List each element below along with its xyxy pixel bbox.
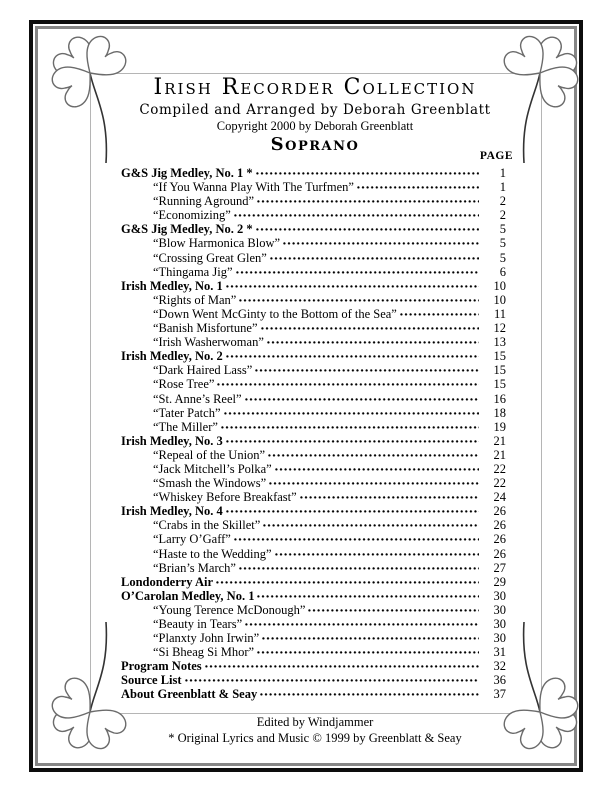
toc-entry bbox=[121, 673, 506, 687]
toc-entry-label: Irish Medley, No. 3 bbox=[121, 433, 223, 448]
toc-entry bbox=[121, 251, 506, 265]
toc-entry bbox=[121, 490, 506, 504]
toc-entry-label: “St. Anne’s Reel” bbox=[153, 391, 242, 406]
toc-entry bbox=[121, 420, 506, 434]
toc-entry-page: 10 bbox=[493, 292, 506, 307]
toc-entry-page: 21 bbox=[493, 447, 506, 462]
toc-entry bbox=[121, 462, 506, 476]
toc-entry-label: “Tater Patch” bbox=[153, 405, 221, 420]
toc-list bbox=[121, 166, 506, 702]
toc-entry-label: “Banish Misfortune” bbox=[153, 321, 258, 336]
toc-entry-label: “Planxty John Irwin” bbox=[153, 631, 260, 646]
toc-entry-page: 10 bbox=[493, 278, 506, 293]
toc-entry-page: 24 bbox=[493, 490, 506, 505]
toc-entry-label: “Larry O’Gaff” bbox=[153, 532, 231, 547]
toc-entry bbox=[121, 434, 506, 448]
toc-entry-label: “Crabs in the Skillet” bbox=[153, 518, 261, 533]
toc-entry-label: “Running Aground” bbox=[153, 194, 255, 209]
toc-entry-page: 32 bbox=[493, 659, 506, 674]
toc-entry bbox=[121, 561, 506, 575]
toc-entry-page: 15 bbox=[493, 349, 506, 364]
toc-entry bbox=[121, 279, 506, 293]
toc-entry-page: 27 bbox=[493, 560, 506, 575]
part-name: Soprano bbox=[270, 133, 360, 155]
toc-entry-page: 13 bbox=[493, 335, 506, 350]
toc-entry-page: 2 bbox=[499, 208, 506, 223]
toc-entry-page: 30 bbox=[493, 602, 506, 617]
toc-entry-page: 26 bbox=[493, 546, 506, 561]
toc-entry-page: 30 bbox=[493, 588, 506, 603]
toc-entry-label: “Jack Mitchell’s Polka” bbox=[153, 461, 272, 476]
toc-entry bbox=[121, 377, 506, 391]
toc-entry-label: Londonderry Air bbox=[121, 574, 214, 589]
toc-entry bbox=[121, 589, 506, 603]
toc-entry-page: 1 bbox=[499, 180, 506, 195]
toc-entry-label: “Smash the Windows” bbox=[153, 476, 267, 491]
toc-entry-page: 30 bbox=[493, 631, 506, 646]
toc-entry-page: 1 bbox=[499, 166, 506, 180]
toc-entry-page: 31 bbox=[493, 645, 506, 660]
toc-entry bbox=[121, 349, 506, 363]
toc-entry-page: 26 bbox=[493, 504, 506, 519]
toc-entry bbox=[121, 166, 506, 180]
toc-entry bbox=[121, 321, 506, 335]
toc-entry-label: “Irish Washerwoman” bbox=[153, 335, 264, 350]
toc-entry bbox=[121, 518, 506, 532]
toc-entry-page: 5 bbox=[499, 222, 506, 237]
toc-entry-page: 2 bbox=[499, 194, 506, 209]
toc-entry bbox=[121, 547, 506, 561]
toc-entry bbox=[121, 335, 506, 349]
toc-entry-page: 36 bbox=[493, 673, 506, 688]
toc-entry-label: “Si Bheag Si Mhor” bbox=[153, 645, 255, 660]
toc-entry-page: 16 bbox=[493, 391, 506, 406]
header bbox=[90, 76, 540, 154]
toc-entry-label: Irish Medley, No. 2 bbox=[121, 349, 223, 364]
toc-entry-label: Irish Medley, No. 1 bbox=[121, 278, 223, 293]
toc-entry-page: 37 bbox=[493, 687, 506, 702]
toc-entry-label: “Rights of Man” bbox=[153, 292, 237, 307]
toc-entry-label: “Young Terence McDonough” bbox=[153, 602, 306, 617]
toc-entry bbox=[121, 194, 506, 208]
page-title: Irish Recorder Collection bbox=[153, 75, 477, 100]
page-column-header: PAGE bbox=[479, 150, 513, 162]
toc-entry-page: 15 bbox=[493, 363, 506, 378]
toc-entry bbox=[121, 645, 506, 659]
toc-entry bbox=[121, 659, 506, 673]
toc-entry bbox=[121, 293, 506, 307]
toc-entry-label: “Crossing Great Glen” bbox=[153, 250, 267, 265]
toc-entry bbox=[121, 208, 506, 222]
toc-entry-label: G&S Jig Medley, No. 2 * bbox=[121, 222, 253, 237]
toc-entry-label: “Down Went McGinty to the Bottom of the Sea” bbox=[153, 306, 397, 321]
toc-entry bbox=[121, 307, 506, 321]
toc-entry bbox=[121, 617, 506, 631]
toc-entry-label: Program Notes bbox=[121, 659, 202, 674]
toc-entry-label: “Brian’s March” bbox=[153, 560, 236, 575]
toc-entry bbox=[121, 631, 506, 645]
toc-entry-page: 15 bbox=[493, 377, 506, 392]
toc-entry bbox=[121, 575, 506, 589]
toc-entry bbox=[121, 392, 506, 406]
toc-entry-label: About Greenblatt & Seay bbox=[121, 687, 258, 702]
toc-entry bbox=[121, 476, 506, 490]
toc-entry-label: “The Miller” bbox=[153, 419, 218, 434]
toc-entry-label: O’Carolan Medley, No. 1 bbox=[121, 588, 255, 603]
toc-entry-page: 18 bbox=[493, 405, 506, 420]
toc-entry bbox=[121, 222, 506, 236]
toc-entry-page: 30 bbox=[493, 617, 506, 631]
toc-entry-label: “If You Wanna Play With The Turfmen” bbox=[153, 180, 354, 195]
toc-entry bbox=[121, 406, 506, 420]
toc-entry bbox=[121, 363, 506, 377]
compiled-by-line: Compiled and Arranged by Deborah Greenblatt bbox=[139, 101, 491, 118]
toc-entry-page: 5 bbox=[499, 250, 506, 265]
toc-entry-label: “Thingama Jig” bbox=[153, 264, 233, 279]
toc-entry-page: 29 bbox=[493, 574, 506, 589]
toc-entry-page: 11 bbox=[493, 306, 506, 321]
toc-entry-label: “Blow Harmonica Blow” bbox=[153, 236, 281, 251]
toc-entry-page: 26 bbox=[493, 532, 506, 547]
toc-entry-label: G&S Jig Medley, No. 1 * bbox=[121, 166, 253, 180]
toc-entry-label: “Whiskey Before Breakfast” bbox=[153, 490, 297, 505]
toc-entry-page: 21 bbox=[493, 433, 506, 448]
toc-entry-label: “Rose Tree” bbox=[153, 377, 215, 392]
toc-entry bbox=[121, 448, 506, 462]
toc-entry-page: 22 bbox=[493, 461, 506, 476]
toc-entry bbox=[121, 180, 506, 194]
toc-entry bbox=[121, 687, 506, 701]
copyright-line: Copyright 2000 by Deborah Greenblatt bbox=[216, 119, 414, 134]
toc-entry-page: 22 bbox=[493, 476, 506, 491]
toc-entry bbox=[121, 265, 506, 279]
footer bbox=[90, 715, 540, 746]
toc-entry bbox=[121, 532, 506, 546]
toc-entry-label: “Haste to the Wedding” bbox=[153, 546, 272, 561]
toc-entry-label: “Repeal of the Union” bbox=[153, 447, 266, 462]
toc-entry-label: Irish Medley, No. 4 bbox=[121, 504, 223, 519]
toc-entry-page: 19 bbox=[493, 419, 506, 434]
toc-entry bbox=[121, 603, 506, 617]
toc-entry-label: Source List bbox=[121, 673, 182, 688]
toc-entry bbox=[121, 504, 506, 518]
toc-entry-page: 26 bbox=[493, 518, 506, 533]
toc-entry-label: “Economizing” bbox=[153, 208, 231, 223]
original-music-copyright-line: * Original Lyrics and Music © 1999 by Greenblatt & Seay bbox=[168, 730, 462, 745]
toc-entry-page: 6 bbox=[499, 264, 506, 279]
toc-entry-page: 12 bbox=[493, 321, 506, 336]
toc-entry-label: “Beauty in Tears” bbox=[153, 617, 243, 631]
toc-entry-page: 5 bbox=[499, 236, 506, 251]
edited-by-line: Edited by Windjammer bbox=[256, 715, 374, 729]
toc-entry bbox=[121, 236, 506, 250]
toc-entry-label: “Dark Haired Lass” bbox=[153, 363, 253, 378]
